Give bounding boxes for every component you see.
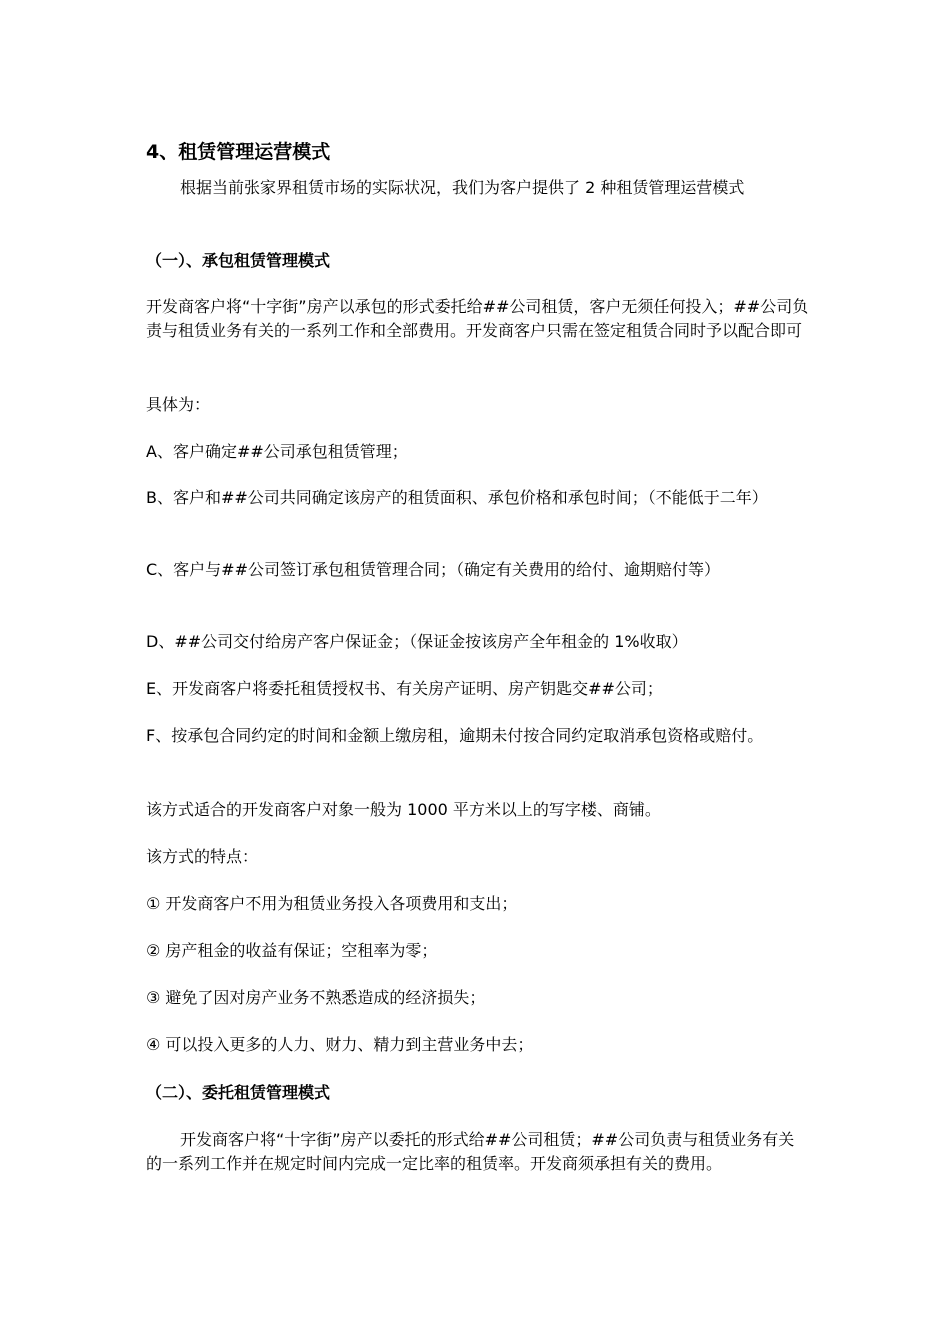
section-heading: 4、租赁管理运营模式 [146,141,331,163]
mode1-feature: ② 房产租金的收益有保证；空租率为零； [146,941,438,960]
mode1-description: 开发商客户将“十字街”房产以承包的形式委托给##公司租赁，客户无须任何投入；##公司负责与租赁业务有关的一系列工作和全部费用。开发商客户只需在签定租赁合同时予以配合即可 [146,297,809,340]
mode1-step: C、客户与##公司签订承包租赁管理合同；（确定有关费用的给付、逾期赔付等） [146,560,720,579]
mode1-feature: ① 开发商客户不用为租赁业务投入各项费用和支出； [146,894,518,913]
mode1-features-label: 该方式的特点： [146,847,259,866]
mode1-title: （一）、承包租赁管理模式 [146,251,331,270]
mode2-description: 开发商客户将“十字街”房产以委托的形式给##公司租赁；##公司负责与租赁业务有关的一系列工作并在规定时间内完成一定比率的租赁率。开发商须承担有关的费用。 [146,1130,795,1173]
mode1-step: A、客户确定##公司承包租赁管理； [146,442,408,461]
mode1-step: E、开发商客户将委托租赁授权书、有关房产证明、房产钥匙交##公司； [146,679,663,698]
mode1-step: B、客户和##公司共同确定该房产的租赁面积、承包价格和承包时间；（不能低于二年） [146,488,768,507]
mode1-feature: ③ 避免了因对房产业务不熟悉造成的经济损失； [146,988,486,1007]
mode1-step: F、按承包合同约定的时间和金额上缴房租，逾期未付按合同约定取消承包资格或赔付。 [146,726,764,745]
mode1-step: D、##公司交付给房产客户保证金；（保证金按该房产全年租金的 1%收取） [146,632,688,651]
mode1-suitable: 该方式适合的开发商客户对象一般为 1000 平方米以上的写字楼、商铺。 [146,800,661,819]
intro-paragraph: 根据当前张家界租赁市场的实际状况，我们为客户提供了 2 种租赁管理运营模式 [180,178,745,197]
mode1-details-label: 具体为： [146,395,211,414]
mode2-title: （二）、委托租赁管理模式 [146,1083,331,1102]
mode1-feature: ④ 可以投入更多的人力、财力、精力到主营业务中去； [146,1035,534,1054]
